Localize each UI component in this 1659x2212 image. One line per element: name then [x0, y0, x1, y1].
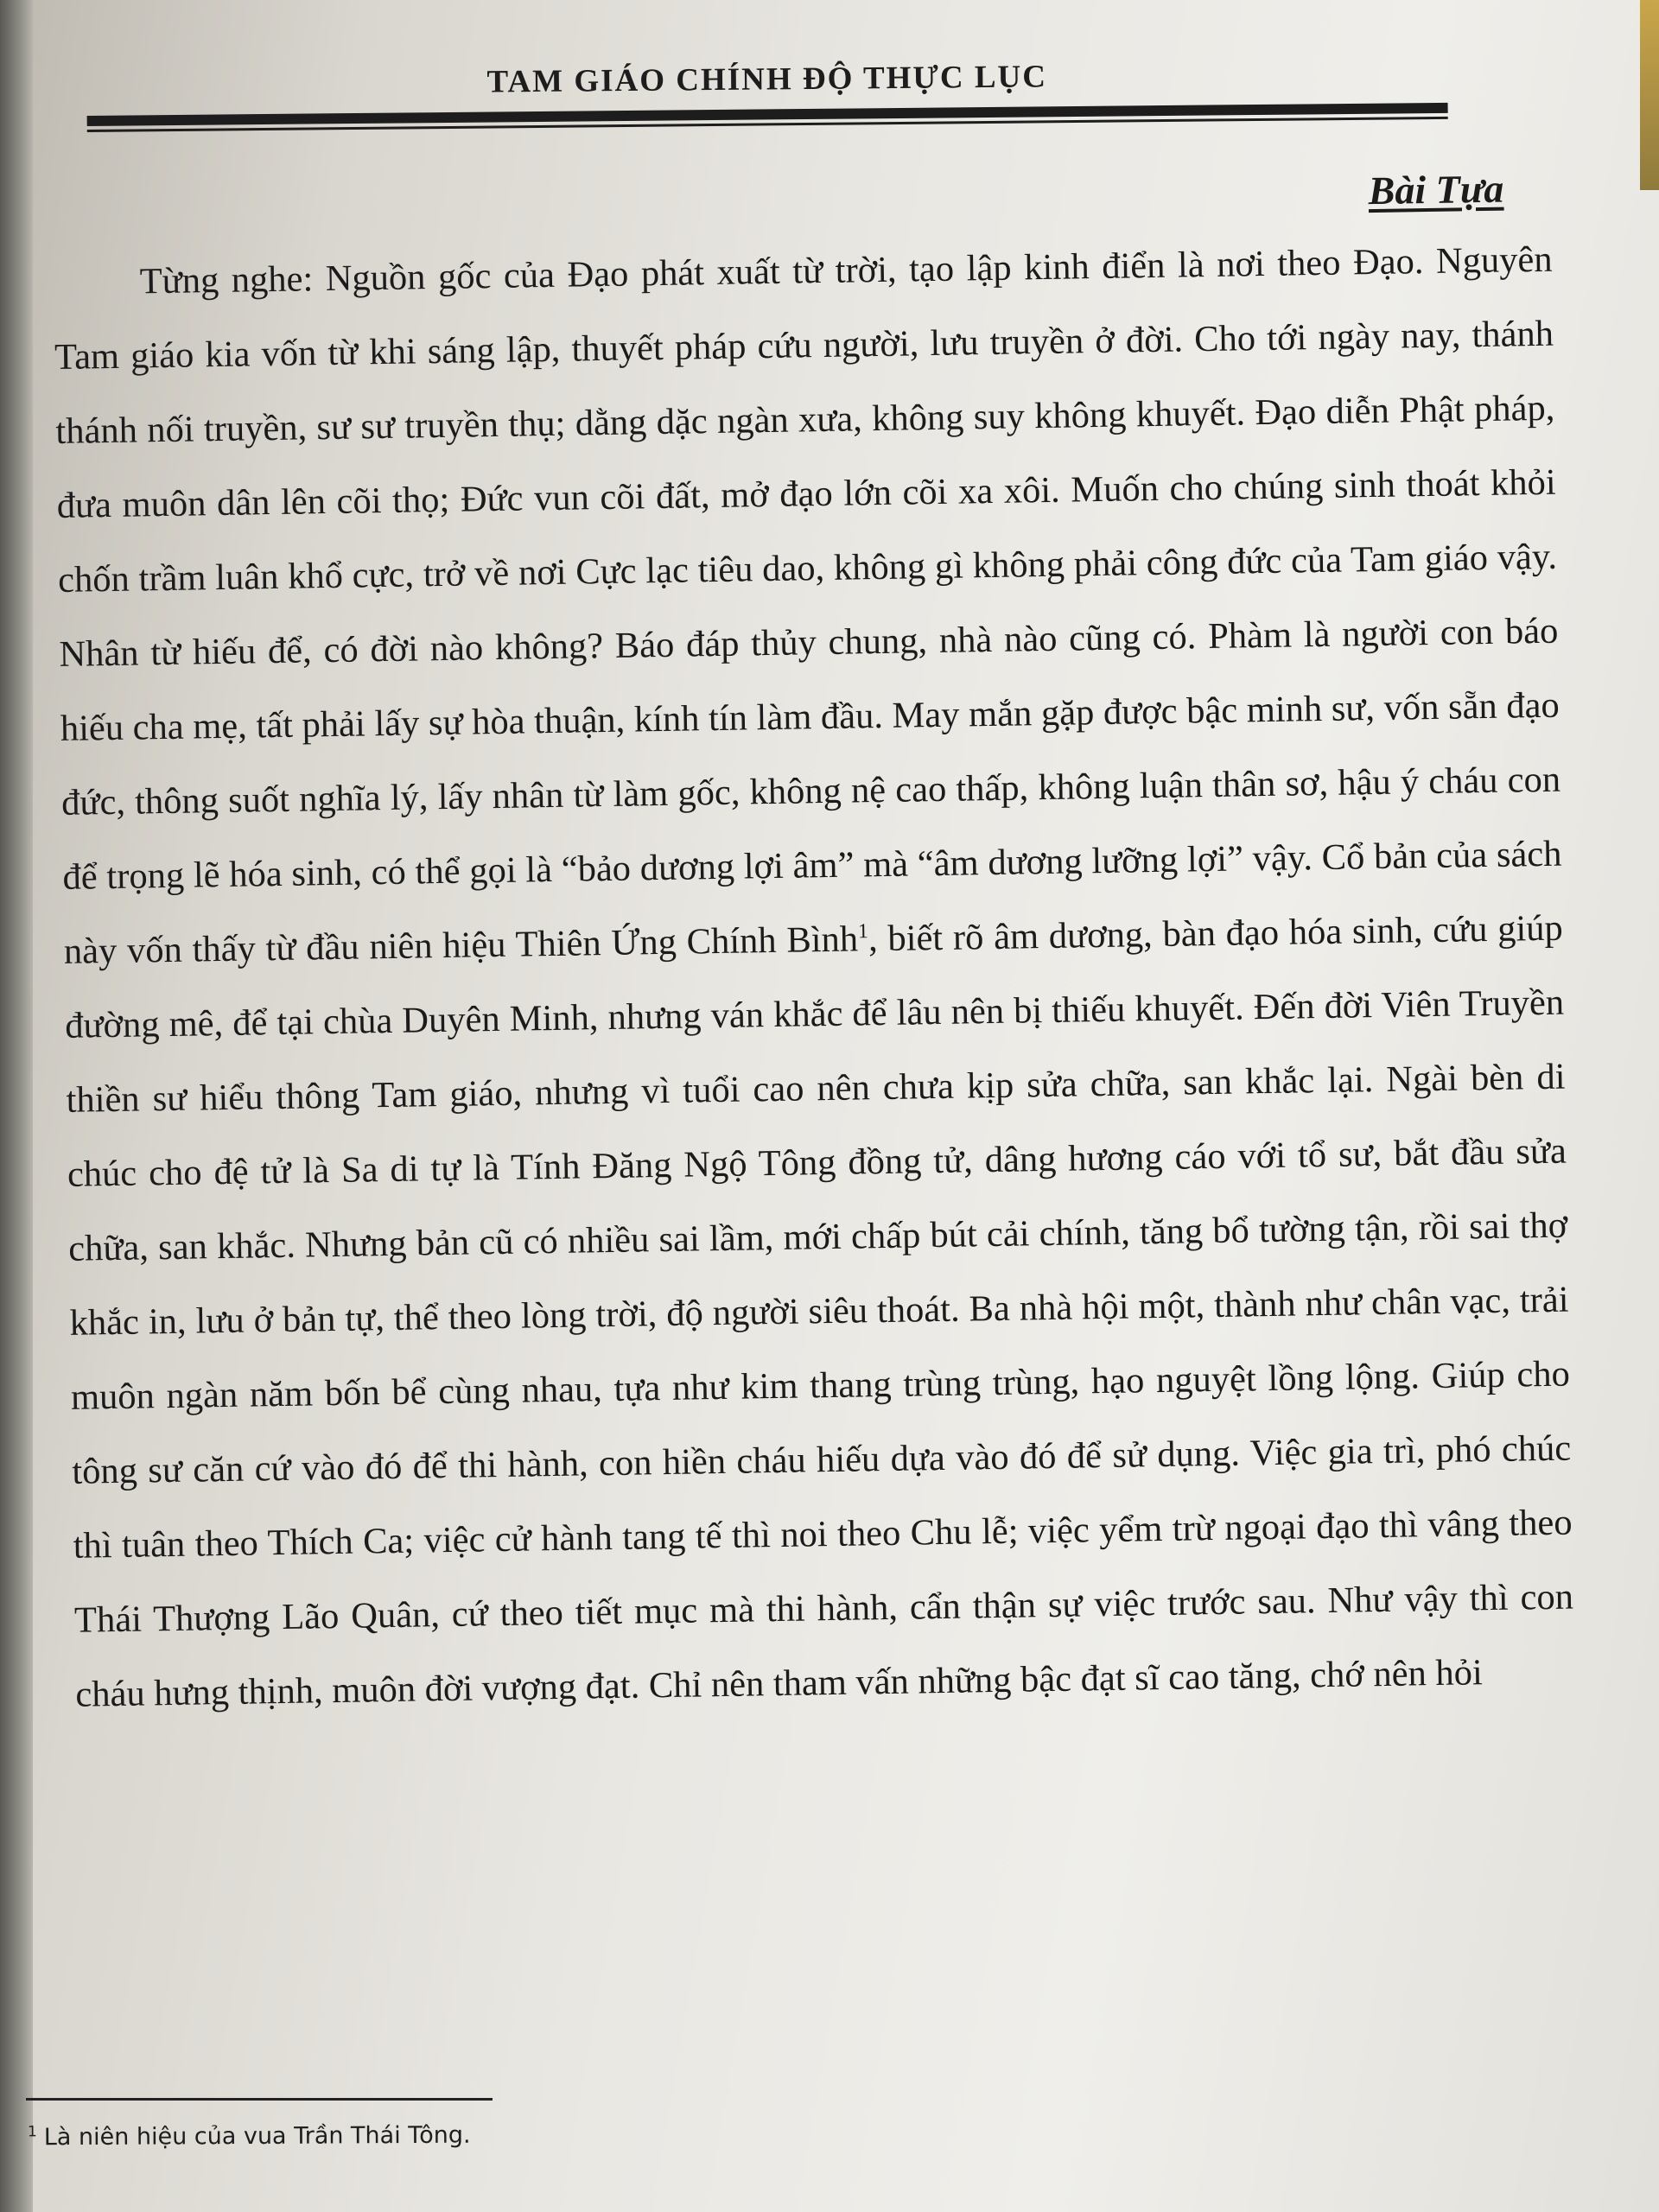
footnote-reference: 1	[857, 920, 869, 944]
footnote	[28, 2121, 471, 2152]
body-text-part-1: Từng nghe: Nguồn gốc của Đạo phát xuất từ trời, tạo lập kinh điển là nơi theo Đạo. Nguyên Tam giáo kia vốn từ khi sáng lập, thuyết pháp cứu người, lưu truyền ở đời. Cho tới ngày nay, thánh thánh nối truyền, sư sư truyền thụ; dằng dặc ngàn xưa, không suy không khuyết. Đạo diễn Phật pháp, đưa muôn dân lên cõi thọ; Đức vun cõi đất, mở đạo lớn cõi xa xôi. Muốn cho chúng sinh thoát khỏi chốn trầm luân khổ cực, trở về nơi Cực lạc tiêu dao, không gì không phải công đức của Tam giáo vậy. Nhân từ hiếu để, có đời nào không? Báo đáp thủy chung, nhà nào cũng có. Phàm là người con báo hiếu cha mẹ, tất phải lấy sự hòa thuận, kính tín làm đầu. May mắn gặp được bậc minh sư, vốn sẵn đạo đức, thông suốt nghĩa lý, lấy nhân từ làm gốc, không nệ cao thấp, không luận thân sơ, hậu ý cháu con để trọng lẽ hóa sinh, có thể gọi là “bảo dương lợi âm” mà “âm dương lưỡng lợi” vậy. Cổ bản của sách này vốn thấy từ đầu niên hiệu Thiên Ứng Chính Bình	[54, 238, 1562, 972]
body-paragraph	[53, 223, 1575, 1732]
footnote-number: 1	[27, 2123, 37, 2141]
body-text-part-2: , biết rõ âm dương, bàn đạo hóa sinh, cứu giúp đường mê, để tại chùa Duyên Minh, nhưng ván khắc để lâu nên bị thiếu khuyết. Đến đời Viên Truyền thiền sư hiểu thông Tam giáo, nhưng vì tuổi cao nên chưa kịp sửa chữa, san khắc lại. Ngài bèn di chúc cho đệ tử là Sa di tự là Tính Đăng Ngộ Tông đồng tử, dâng hương cáo với tổ sư, bắt đầu sửa chữa, san khắc. Nhưng bản cũ có nhiều sai lầm, mới chấp bút cải chính, tăng bổ tường tận, rồi sai thợ khắc in, lưu ở bản tự, thể theo lòng trời, độ người siêu thoát. Ba nhà hội một, thành như chân vạc, trải muôn ngàn năm bốn bể cùng nhau, tựa như kim thang trùng trùng, hạo nguyệt lồng lộng. Giúp cho tông sư căn cứ vào đó để thi hành, con hiền cháu hiếu dựa vào đó để sử dụng. Việc gia trì, phó chúc thì tuân theo Thích Ca; việc cử hành tang tế thì noi theo Chu lễ; việc yểm trừ ngoại đạo thì vâng theo Thái Thượng Lão Quân, cứ theo tiết mục mà thi hành, cẩn thận sự việc trước sau. Như vậy thì con cháu hưng thịnh, muôn đời vượng đạt. Chỉ nên tham vấn những bậc đạt sĩ cao tăng, chớ nên hỏi	[64, 907, 1574, 1715]
background-object	[1640, 0, 1659, 190]
section-title: Bài Tựa	[1368, 166, 1504, 213]
running-header	[86, 48, 1448, 132]
footnote-separator	[26, 2098, 493, 2101]
main-content	[52, 162, 1575, 1732]
footnote-text: Là niên hiệu của vua Trần Thái Tông.	[43, 2121, 471, 2152]
running-header-title: TAM GIÁO CHÍNH ĐỘ THỰC LỤC	[486, 59, 1048, 100]
page-gutter-shadow	[0, 0, 33, 2212]
